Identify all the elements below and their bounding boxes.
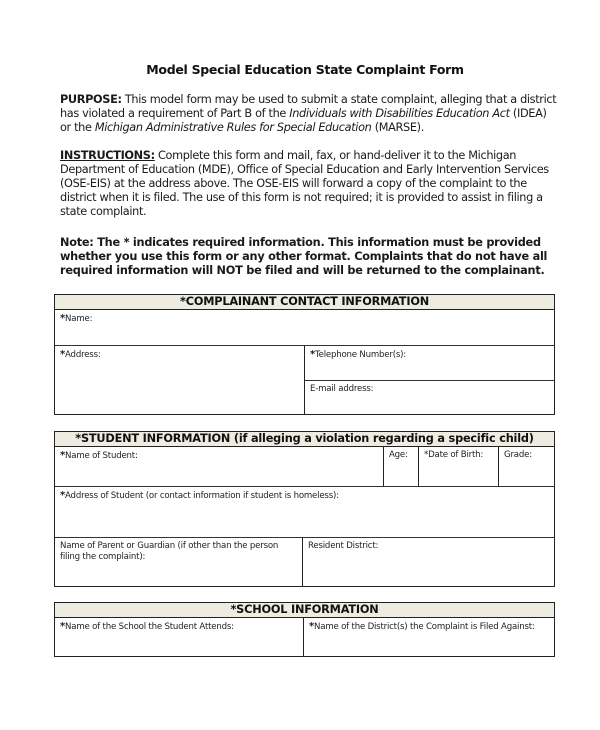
required-marker: * [309, 621, 315, 632]
school-information-table [54, 602, 555, 657]
instructions-text: Complete this form and mail, fax, or hand-deliver it to the Michigan Department of Education (MDE), Office of Special Education and Early Intervention Services (OSE-EIS) at the address above. The OSE-EIS will forward a copy of the complaint to the district when it is filed. The use of this form is not required; it is provided to assist in filing a state complaint. [60, 149, 549, 218]
purpose-text-2: (IDEA) or the [60, 107, 547, 134]
complainant-email-field[interactable] [305, 381, 554, 414]
complainant-address-row [55, 346, 554, 414]
district-against-label: Name of the District(s) the Complaint is Filed Against: [314, 622, 535, 632]
student-dob-field[interactable] [419, 447, 499, 486]
resident-district-field[interactable] [303, 538, 554, 586]
student-age-label: Age: [389, 450, 408, 460]
student-address-field[interactable] [55, 487, 554, 537]
complainant-telephone-field[interactable] [305, 346, 554, 381]
required-marker: * [60, 349, 66, 360]
student-grade-field[interactable] [499, 447, 554, 486]
parent-guardian-field[interactable] [55, 538, 303, 586]
complainant-telephone-label: Telephone Number(s): [315, 350, 407, 360]
purpose-label: PURPOSE: [60, 93, 122, 106]
student-information-table [54, 431, 555, 587]
instructions-paragraph [60, 149, 560, 219]
instructions-label: INSTRUCTIONS: [60, 149, 155, 162]
school-name-field[interactable] [55, 618, 304, 656]
required-marker: * [60, 450, 66, 461]
student-section-header: *STUDENT INFORMATION (if alleging a violation regarding a specific child) [55, 432, 554, 447]
student-age-field[interactable] [384, 447, 419, 486]
student-name-field[interactable] [55, 447, 384, 486]
purpose-marse-title: Michigan Administrative Rules for Special Education [94, 121, 372, 134]
school-row [55, 618, 554, 656]
required-marker: * [310, 349, 316, 360]
parent-guardian-label: Name of Parent or Guardian (if other than the person filing the complaint): [60, 541, 279, 562]
school-section-header: *SCHOOL INFORMATION [55, 603, 554, 618]
note-paragraph: Note: The * indicates required information. This information must be provided whether you use this form or any other format. Complaints that do not have all required information will NOT be filed and will be returned to the complainant. [60, 236, 548, 277]
purpose-text-3: (MARSE). [371, 121, 424, 134]
complainant-name-row [55, 310, 554, 346]
complainant-contact-column [305, 346, 554, 414]
student-grade-label: Grade: [504, 450, 532, 460]
complainant-section-header: *COMPLAINANT CONTACT INFORMATION [55, 295, 554, 310]
student-dob-label: *Date of Birth: [424, 450, 484, 460]
required-marker: * [60, 490, 66, 501]
complainant-email-label: E-mail address: [310, 384, 374, 394]
student-address-label: Address of Student (or contact information if student is homeless): [65, 491, 339, 501]
purpose-paragraph [60, 93, 560, 135]
student-name-label: Name of Student: [65, 451, 138, 461]
complainant-name-label: Name: [65, 314, 93, 324]
resident-district-label: Resident District: [308, 541, 379, 551]
purpose-text-1: This model form may be used to submit a state complaint, alleging that a district has violated a requirement of Part B of the [60, 93, 557, 120]
complainant-contact-table [54, 294, 555, 415]
student-address-row [55, 487, 554, 538]
complainant-address-label: Address: [65, 350, 101, 360]
district-against-field[interactable] [304, 618, 554, 656]
student-name-row [55, 447, 554, 487]
school-name-label: Name of the School the Student Attends: [65, 622, 234, 632]
page-title: Model Special Education State Complaint Form [146, 62, 464, 77]
required-marker: * [60, 621, 66, 632]
complainant-address-field[interactable] [55, 346, 305, 414]
complainant-name-field[interactable] [55, 310, 554, 345]
purpose-idea-title: Individuals with Disabilities Education Act [289, 107, 510, 120]
required-marker: * [60, 313, 66, 324]
student-parent-row [55, 538, 554, 586]
